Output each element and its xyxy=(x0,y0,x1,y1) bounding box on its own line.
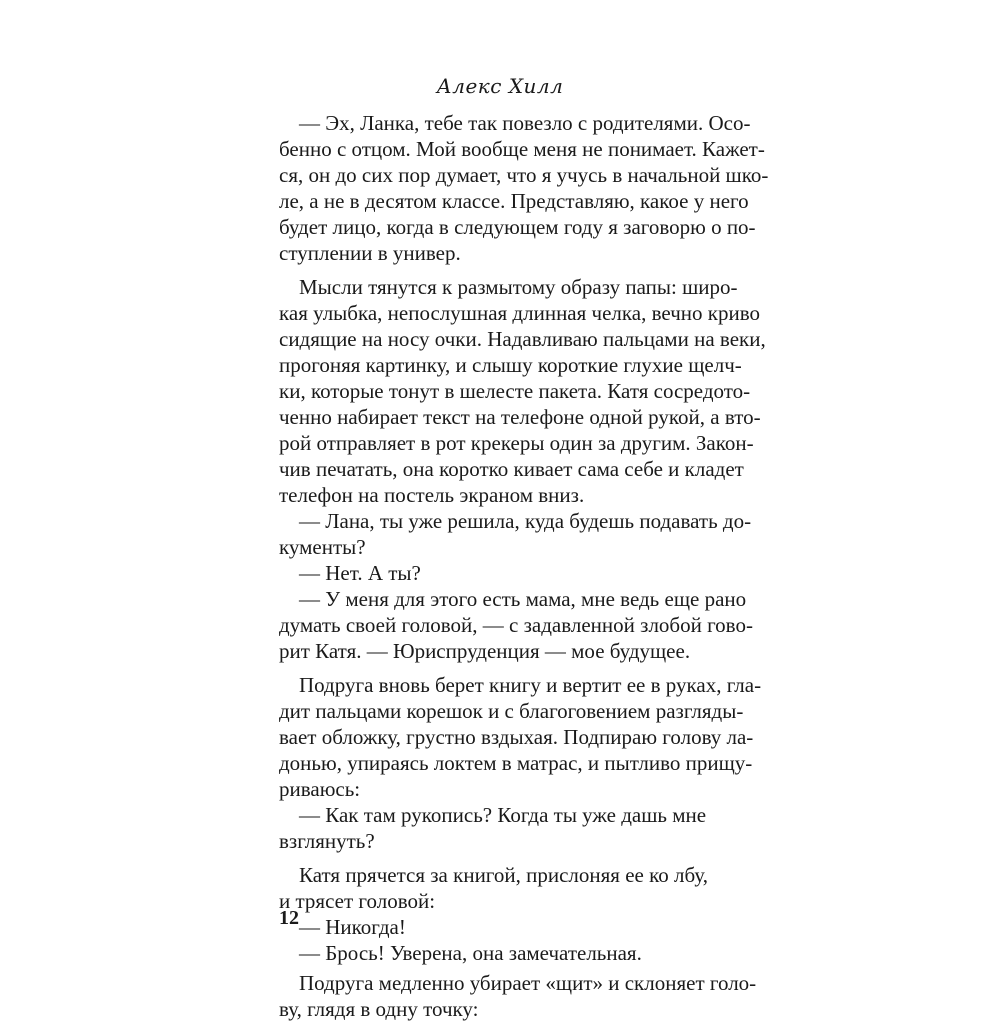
text-line: риваюсь: xyxy=(279,777,361,801)
text-line: взглянуть? xyxy=(279,829,375,853)
text-line: Подруга медленно убирает «щит» и склоняет голо- xyxy=(299,971,757,995)
text-line: ки, которые тонут в шелесте пакета. Катя сосредото- xyxy=(279,379,751,403)
text-line: — Нет. А ты? xyxy=(299,561,421,585)
text-line: рой отправляет в рот крекеры один за другим. Закон- xyxy=(279,431,754,455)
text-line: Катя прячется за книгой, прислоняя ее ко лбу, xyxy=(299,863,709,887)
text-line: думать своей головой, — с задавленной злобой гово- xyxy=(279,613,753,637)
text-line: чив печатать, она коротко кивает сама себе и кладет xyxy=(279,457,744,481)
running-header: Алекс Хилл xyxy=(436,74,564,98)
text-line: сидящие на носу очки. Надавливаю пальцами на веки, xyxy=(279,327,766,351)
text-line: ступлении в универ. xyxy=(279,241,461,265)
text-line: Мысли тянутся к размытому образу папы: широ- xyxy=(299,275,738,299)
text-line: — У меня для этого есть мама, мне ведь еще рано xyxy=(299,587,747,611)
text-line: и трясет головой: xyxy=(279,889,436,913)
text-line: ву, глядя в одну точку: xyxy=(279,997,479,1021)
text-line: рит Катя. — Юриспруденция — мое будущее. xyxy=(279,639,691,663)
text-line: вает обложку, грустно вздыхая. Подпираю голову ла- xyxy=(279,725,754,749)
text-line: — Эх, Ланка, тебе так повезло с родителями. Осо- xyxy=(299,111,751,135)
text-line: ченно набирает текст на телефоне одной рукой, а вто- xyxy=(279,405,761,429)
text-line: Подруга вновь берет книгу и вертит ее в руках, гла- xyxy=(299,673,762,697)
text-line: кументы? xyxy=(279,535,366,559)
text-line: ся, он до сих пор думает, что я учусь в начальной шко- xyxy=(279,163,769,187)
text-line: донью, упираясь локтем в матрас, и пытливо прищу- xyxy=(279,751,753,775)
text-line: — Брось! Уверена, она замечательная. xyxy=(299,941,642,965)
text-line: бенно с отцом. Мой вообще меня не понимает. Кажет- xyxy=(279,137,765,161)
text-line: будет лицо, когда в следующем году я заговорю о по- xyxy=(279,215,756,239)
text-line: телефон на постель экраном вниз. xyxy=(279,483,585,507)
text-line: — Лана, ты уже решила, куда будешь подавать до- xyxy=(299,509,752,533)
text-line: ле, а не в десятом классе. Представляю, какое у него xyxy=(279,189,749,213)
text-line: кая улыбка, непослушная длинная челка, вечно криво xyxy=(279,301,760,325)
text-line: — Как там рукопись? Когда ты уже дашь мне xyxy=(299,803,707,827)
page-number: 12 xyxy=(279,907,299,929)
text-line: прогоняя картинку, и слышу короткие глухие щелч- xyxy=(279,353,742,377)
text-line: — Никогда! xyxy=(299,915,406,939)
text-line: дит пальцами корешок и с благоговением разгляды- xyxy=(279,699,744,723)
